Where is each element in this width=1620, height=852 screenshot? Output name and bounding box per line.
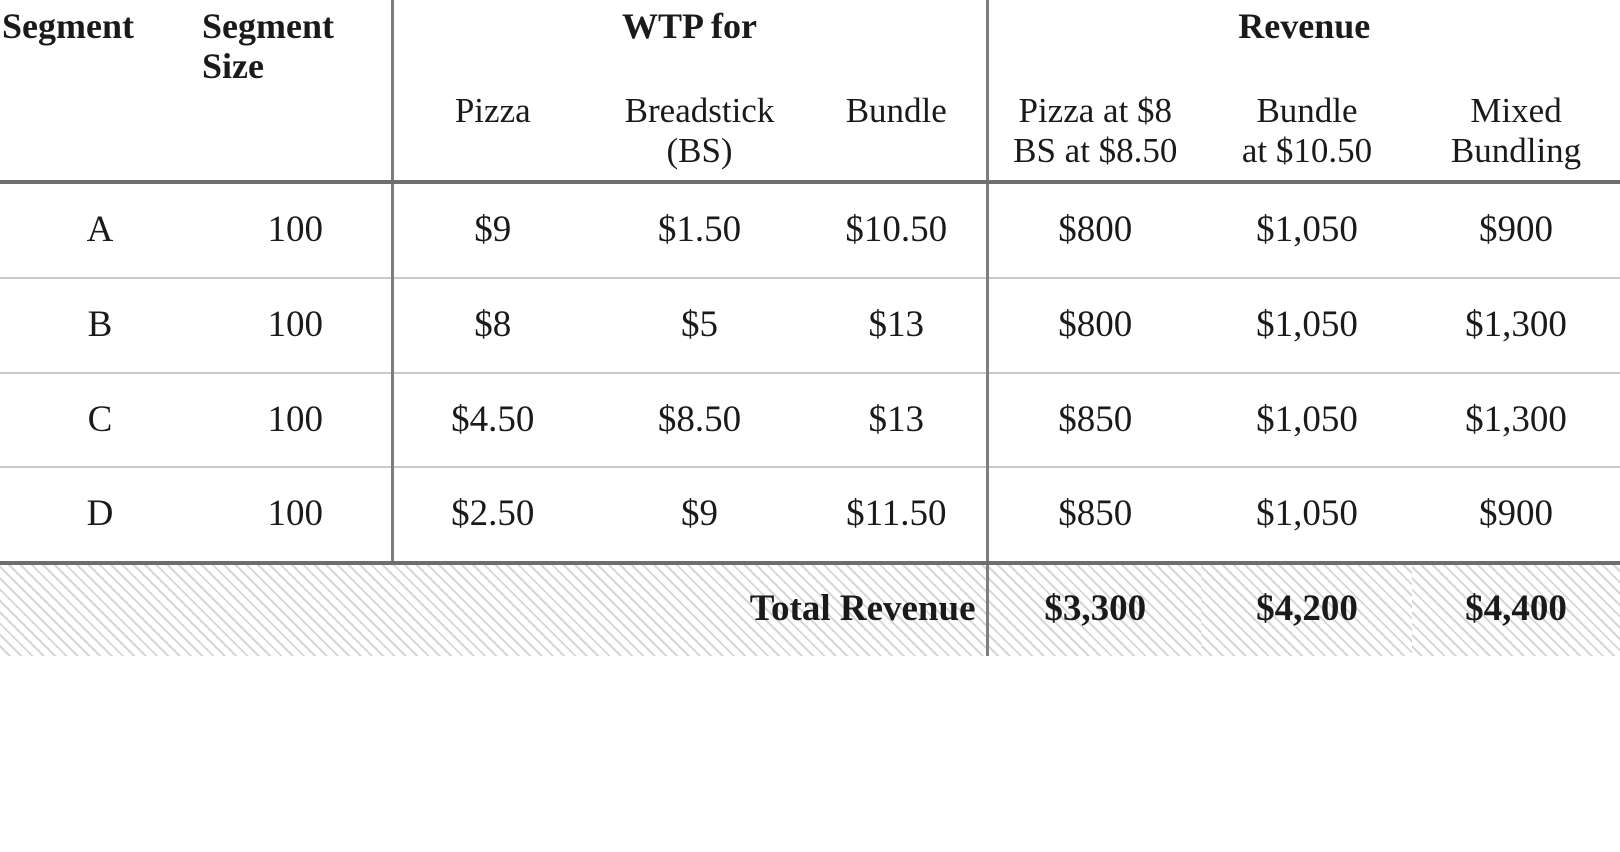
cell-wtp-bundle: $13: [807, 278, 987, 373]
cell-rev-bundle: $1,050: [1202, 373, 1412, 468]
header-segment-size-line2: Size: [202, 46, 264, 87]
header-spacer-segment: [0, 89, 200, 183]
cell-wtp-breadstick: $1.50: [592, 182, 807, 278]
cell-rev-bundle: $1,050: [1202, 182, 1412, 278]
header-wtp-breadstick-line1: Breadstick: [624, 90, 775, 130]
header-segment-size: [200, 0, 392, 89]
cell-segment: A: [0, 182, 200, 278]
cell-rev-bundle: $1,050: [1202, 467, 1412, 563]
table-row: [0, 373, 1620, 468]
cell-size: 100: [200, 182, 392, 278]
cell-size: 100: [200, 278, 392, 373]
cell-wtp-breadstick: $8.50: [592, 373, 807, 468]
header-sub-row: [0, 89, 1620, 183]
cell-rev-pizza-bs: $850: [987, 467, 1202, 563]
header-group-row: [0, 0, 1620, 89]
table-row: [0, 467, 1620, 563]
header-segment: Segment: [2, 6, 134, 46]
cell-size: 100: [200, 373, 392, 468]
header-wtp-breadstick: [592, 89, 807, 183]
header-rev-pizza-line2: BS at $8.50: [1013, 130, 1178, 170]
total-revenue-label: Total Revenue: [0, 563, 987, 656]
header-rev-pizza-line1: Pizza at $8: [1018, 90, 1173, 130]
cell-rev-pizza-bs: $800: [987, 182, 1202, 278]
cell-segment: C: [0, 373, 200, 468]
header-rev-pizza-bs: [987, 89, 1202, 183]
table-row: [0, 278, 1620, 373]
cell-wtp-breadstick: $9: [592, 467, 807, 563]
total-revenue-row: [0, 563, 1620, 656]
header-rev-bundle: [1202, 89, 1412, 183]
cell-rev-pizza-bs: $800: [987, 278, 1202, 373]
cell-rev-mixed: $900: [1412, 467, 1620, 563]
header-rev-bundle-line1: Bundle: [1256, 90, 1358, 130]
cell-wtp-bundle: $13: [807, 373, 987, 468]
cell-size: 100: [200, 467, 392, 563]
total-rev-pizza-bs: $3,300: [987, 563, 1202, 656]
table-body: [0, 182, 1620, 563]
cell-wtp-pizza: $9: [392, 182, 592, 278]
cell-wtp-pizza: $2.50: [392, 467, 592, 563]
total-rev-bundle: $4,200: [1202, 563, 1412, 656]
table-row: [0, 182, 1620, 278]
cell-wtp-pizza: $4.50: [392, 373, 592, 468]
cell-rev-mixed: $1,300: [1412, 278, 1620, 373]
header-rev-bundle-line2: at $10.50: [1241, 130, 1373, 170]
header-rev-mixed-line2: Bundling: [1450, 130, 1582, 170]
header-spacer-size: [200, 89, 392, 183]
header-group-wtp: WTP for: [392, 0, 987, 89]
header-wtp-breadstick-line2: (BS): [666, 130, 733, 170]
header-wtp-bundle: Bundle: [807, 89, 987, 183]
cell-segment: D: [0, 467, 200, 563]
cell-wtp-breadstick: $5: [592, 278, 807, 373]
cell-rev-mixed: $900: [1412, 182, 1620, 278]
cell-rev-bundle: $1,050: [1202, 278, 1412, 373]
cell-wtp-bundle: $11.50: [807, 467, 987, 563]
table-header: [0, 0, 1620, 182]
table-footer: [0, 563, 1620, 656]
cell-rev-mixed: $1,300: [1412, 373, 1620, 468]
header-rev-mixed-line1: Mixed: [1470, 90, 1562, 130]
header-segment-size-line1: Segment: [202, 6, 334, 46]
total-rev-mixed: $4,400: [1412, 563, 1620, 656]
cell-wtp-bundle: $10.50: [807, 182, 987, 278]
cell-segment: B: [0, 278, 200, 373]
header-group-revenue: Revenue: [987, 0, 1620, 89]
cell-wtp-pizza: $8: [392, 278, 592, 373]
header-rev-mixed: [1412, 89, 1620, 183]
cell-rev-pizza-bs: $850: [987, 373, 1202, 468]
header-wtp-pizza: Pizza: [392, 89, 592, 183]
